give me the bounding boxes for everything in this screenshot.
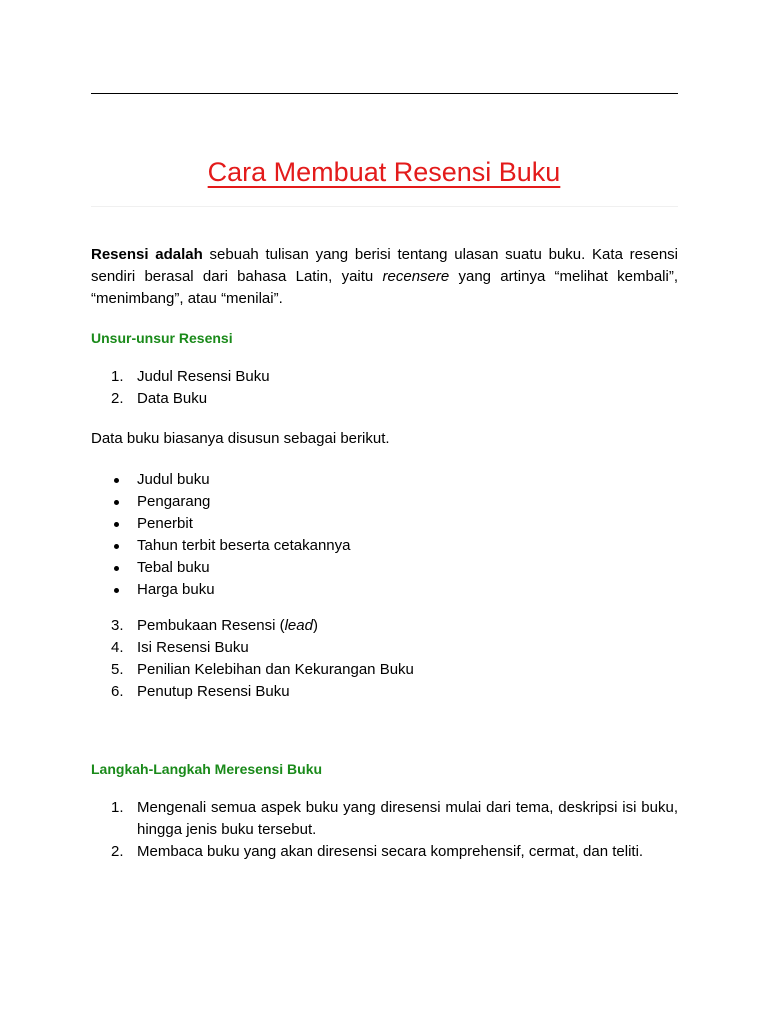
list-item [91, 681, 678, 703]
bullet-dot-icon [114, 522, 119, 527]
list-item [91, 615, 678, 637]
document-body [91, 244, 678, 863]
bullet-item [91, 469, 678, 491]
data-buku-bullets [91, 469, 678, 601]
list-item-italic: lead [284, 617, 313, 634]
bullet-dot-icon [114, 544, 119, 549]
list-item [91, 841, 678, 863]
section-heading-unsur: Unsur-unsur Resensi [91, 330, 233, 346]
unsur-list-a [91, 366, 678, 410]
bullet-item [91, 557, 678, 579]
bullet-dot-icon [114, 500, 119, 505]
list-item-text: Membaca buku yang akan diresensi secara komprehensif, cermat, dan teliti. [137, 843, 644, 860]
langkah-list [91, 797, 678, 863]
list-item [91, 637, 678, 659]
section-heading-langkah: Langkah-Langkah Meresensi Buku [91, 761, 323, 777]
list-item-text: Judul Resensi Buku [137, 368, 270, 385]
bullet-text: Penerbit [137, 515, 193, 532]
intro-italic-word: recensere [382, 268, 450, 285]
list-item [91, 366, 678, 388]
list-item-text: Penutup Resensi Buku [137, 683, 290, 700]
intro-bold-lead: Resensi adalah [91, 246, 203, 263]
bullet-dot-icon [114, 478, 119, 483]
list-number: 6. [111, 683, 124, 700]
unsur-list-b [91, 615, 678, 703]
list-item-text: Pembukaan Resensi ( [137, 617, 285, 634]
intro-text-1: sebuah tulisan yang berisi tentang ulasan suatu buku. Kata resensi sendiri berasal dari bahasa Latin, yaitu [91, 246, 679, 285]
list-number: 1. [111, 368, 124, 385]
bullet-text: Tahun terbit beserta cetakannya [137, 537, 351, 554]
bullet-item [91, 535, 678, 557]
list-number: 3. [111, 617, 124, 634]
list-number: 2. [111, 843, 124, 860]
document-title: Cara Membuat Resensi Buku [207, 157, 561, 187]
list-number: 1. [111, 799, 124, 816]
bullet-text: Pengarang [137, 493, 211, 510]
bullet-item [91, 491, 678, 513]
bullet-text: Judul buku [137, 471, 210, 488]
bullet-text: Harga buku [137, 581, 215, 598]
list-number: 4. [111, 639, 124, 656]
list-item [91, 388, 678, 410]
list-item-suffix: ) [312, 617, 318, 634]
list-item-text: Data Buku [137, 390, 208, 407]
list-item-text: Penilian Kelebihan dan Kekurangan Buku [137, 661, 414, 678]
top-divider [91, 93, 678, 94]
bullet-item [91, 579, 678, 601]
bullet-item [91, 513, 678, 535]
bullet-text: Tebal buku [137, 559, 210, 576]
data-buku-intro: Data buku biasanya disusun sebagai berikut. [91, 430, 390, 447]
intro-text-2: yang artinya “melihat kembali”, “menimbang”, atau “menilai”. [91, 268, 679, 307]
title-divider [91, 206, 678, 207]
list-item [91, 797, 678, 841]
list-item-text: Isi Resensi Buku [137, 639, 249, 656]
bullet-dot-icon [114, 588, 119, 593]
list-number: 2. [111, 390, 124, 407]
list-item-text: Mengenali semua aspek buku yang diresensi mulai dari tema, deskripsi isi buku, hingga jenis buku tersebut. [137, 799, 678, 838]
bullet-dot-icon [114, 566, 119, 571]
list-item [91, 659, 678, 681]
intro-paragraph [91, 244, 678, 310]
list-number: 5. [111, 661, 124, 678]
